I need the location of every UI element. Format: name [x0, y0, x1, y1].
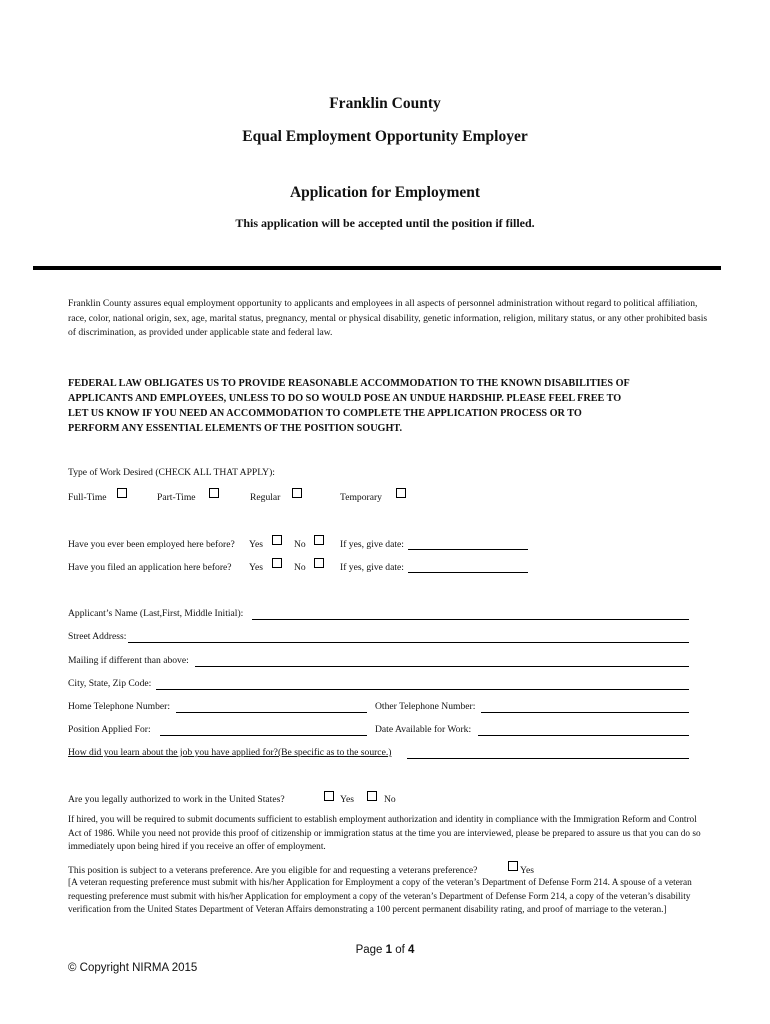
- regular-checkbox[interactable]: [292, 488, 302, 498]
- part-time-checkbox[interactable]: [209, 488, 219, 498]
- veterans-yes-checkbox[interactable]: [508, 861, 518, 871]
- regular-label: Regular: [250, 492, 281, 503]
- page-current: 1: [385, 944, 393, 956]
- employed-no-checkbox[interactable]: [314, 535, 324, 545]
- mailing-field[interactable]: [195, 666, 689, 667]
- part-time-label: Part-Time: [157, 492, 196, 503]
- page-title: Application for Employment: [289, 184, 481, 201]
- name-field[interactable]: [252, 619, 689, 620]
- eeo-statement: Franklin County assures equal employment opportunity to applicants and employees in all aspects of personnel administration without regard to political affiliation, race, color, national origin, sex, age, marital status, pregnancy, mental or physical disability, genetic information, religion, military status, or any other prohibited basis of discrimination, as provided under applicable state and federal law.: [68, 298, 708, 338]
- name-label: Applicant’s Name (Last,First, Middle Initial):: [68, 608, 244, 619]
- page-of: of: [395, 944, 405, 956]
- filed-no-checkbox[interactable]: [314, 558, 324, 568]
- work-type-prompt: Type of Work Desired (CHECK ALL THAT APPLY):: [68, 467, 275, 478]
- employed-before-question: Have you ever been employed here before?: [68, 539, 235, 550]
- authorization-note: If hired, you will be required to submit documents sufficient to establish employment authorization and identity in compliance with the Immigration Reform and Control Act of 1986. While you need not provide this proof of citizenship or immigration status at the time you are interviewed, please be prepared to assure us that you can do so immediately upon being hired if you receive an offer of employment.: [68, 815, 701, 852]
- employed-no-label: No: [294, 539, 306, 550]
- filed-yes-checkbox[interactable]: [272, 558, 282, 568]
- accommodation-notice: [68, 376, 718, 436]
- home-phone-field[interactable]: [176, 712, 367, 713]
- org-name: Franklin County: [329, 95, 441, 112]
- header-divider: [33, 266, 721, 270]
- page-number: [0, 944, 770, 956]
- city-field[interactable]: [156, 689, 689, 690]
- filed-before-question: Have you filed an application here before?: [68, 562, 232, 573]
- copyright: © Copyright NIRMA 2015: [68, 962, 198, 974]
- home-phone-label: Home Telephone Number:: [68, 701, 170, 712]
- position-label: Position Applied For:: [68, 724, 151, 735]
- filed-date-label: If yes, give date:: [340, 562, 404, 573]
- mailing-label: Mailing if different than above:: [68, 655, 189, 666]
- veterans-question: This position is subject to a veterans preference. Are you eligible for and requesting a veterans preference?: [68, 865, 478, 876]
- city-label: City, State, Zip Code:: [68, 678, 152, 689]
- employed-date-label: If yes, give date:: [340, 539, 404, 550]
- street-field[interactable]: [128, 642, 689, 643]
- page-prefix: Page: [355, 944, 383, 956]
- position-field[interactable]: [160, 735, 367, 736]
- other-phone-field[interactable]: [481, 712, 689, 713]
- date-available-label: Date Available for Work:: [375, 724, 472, 735]
- authorized-yes-label: Yes: [340, 794, 354, 805]
- employed-yes-checkbox[interactable]: [272, 535, 282, 545]
- how-learned-label: How did you learn about the job you have applied for?(Be specific as to the source.): [68, 747, 392, 758]
- authorization-question: Are you legally authorized to work in the United States?: [68, 794, 285, 805]
- employed-yes-label: Yes: [249, 539, 263, 550]
- authorized-yes-checkbox[interactable]: [324, 791, 334, 801]
- veterans-note: [A veteran requesting preference must submit with his/her Application for Employment a copy of the veteran’s Department of Defense Form 214. A spouse of a veteran requesting preference must submit with his/her Application for employment a copy of the veteran’s Department of Defense Form 214, a copy of the veteran’s disability verification from the United States Department of Veteran Affairs demonstrating a 100 percent permanent disability rating, and proof of marriage to the veteran.]: [68, 878, 692, 915]
- authorized-no-checkbox[interactable]: [367, 791, 377, 801]
- notice-line: LET US KNOW IF YOU NEED AN ACCOMMODATION TO COMPLETE THE APPLICATION PROCESS OR TO: [68, 408, 582, 419]
- filed-no-label: No: [294, 562, 306, 573]
- street-label: Street Address:: [68, 631, 127, 642]
- other-phone-label: Other Telephone Number:: [375, 701, 476, 712]
- eeo-subtitle: Equal Employment Opportunity Employer: [242, 128, 528, 145]
- how-learned-field[interactable]: [407, 758, 689, 759]
- veterans-yes-label: Yes: [520, 865, 534, 876]
- notice-line: FEDERAL LAW OBLIGATES US TO PROVIDE REASONABLE ACCOMMODATION TO THE KNOWN DISABILITIES OF: [68, 378, 630, 389]
- filed-yes-label: Yes: [249, 562, 263, 573]
- date-available-field[interactable]: [478, 735, 689, 736]
- temporary-label: Temporary: [340, 492, 382, 503]
- notice-line: PERFORM ANY ESSENTIAL ELEMENTS OF THE POSITION SOUGHT.: [68, 423, 402, 434]
- acceptance-note: This application will be accepted until the position if filled.: [235, 216, 535, 230]
- temporary-checkbox[interactable]: [396, 488, 406, 498]
- full-time-checkbox[interactable]: [117, 488, 127, 498]
- filed-date-field[interactable]: [408, 572, 528, 573]
- employed-date-field[interactable]: [408, 549, 528, 550]
- page-total: 4: [408, 944, 415, 956]
- authorized-no-label: No: [384, 794, 396, 805]
- notice-line: APPLICANTS AND EMPLOYEES, UNLESS TO DO SO WOULD POSE AN UNDUE HARDSHIP. PLEASE FEEL FREE TO: [68, 393, 622, 404]
- full-time-label: Full-Time: [68, 492, 107, 503]
